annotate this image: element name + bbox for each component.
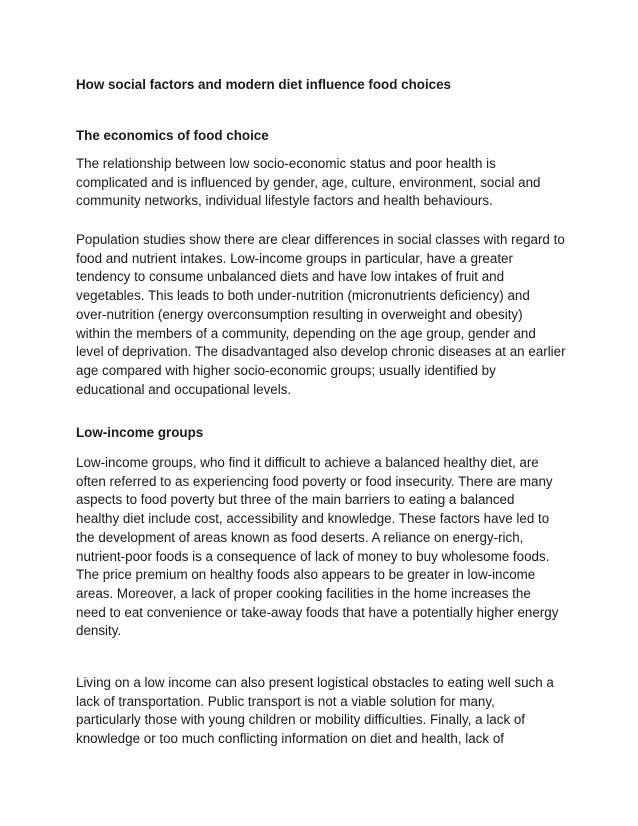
text-line: particularly those with young children or mobility difficulties. Finally, a lack of	[76, 712, 526, 728]
paragraph-low-income-groups	[76, 454, 574, 641]
text-line: tendency to consume unbalanced diets and have low intakes of fruit and	[76, 269, 505, 285]
document-title: How social factors and modern diet influence food choices	[76, 77, 452, 92]
text-line: Population studies show there are clear differences in social classes with regard to	[76, 232, 565, 247]
text-line: aspects to food poverty but three of the main barriers to eating a balanced	[76, 492, 515, 508]
text-line: level of deprivation. The disadvantaged also develop chronic diseases at an earlier	[76, 344, 566, 360]
paragraph-population-studies	[76, 231, 574, 399]
text-line: the development of areas known as food deserts. A reliance on energy-rich,	[76, 529, 524, 545]
text-line: The price premium on healthy foods also appears to be greater in low-income	[76, 567, 536, 583]
text-line: The relationship between low socio-economic status and poor health is	[76, 156, 496, 171]
section-heading-low-income: Low-income groups	[76, 425, 204, 440]
text-line: over-nutrition (energy overconsumption resulting in overweight and obesity)	[76, 306, 523, 322]
text-line: need to eat convenience or take-away foods that have a potentially higher energy	[76, 604, 559, 620]
text-line: often referred to as experiencing food poverty or food insecurity. There are many	[76, 473, 553, 489]
text-line: density.	[76, 623, 122, 639]
text-line: educational and occupational levels.	[76, 381, 292, 397]
section-heading-economics: The economics of food choice	[76, 128, 269, 143]
text-line: Living on a low income can also present logistical obstacles to eating well such a	[76, 675, 554, 690]
text-line: knowledge or too much conflicting information on diet and health, lack of	[76, 731, 505, 747]
text-line: within the members of a community, depending on the age group, gender and	[76, 325, 536, 341]
paragraph-relationship	[76, 155, 574, 211]
text-line: nutrient-poor foods is a consequence of lack of money to buy wholesome foods.	[76, 548, 550, 564]
paragraph-living-low-income	[76, 674, 574, 749]
text-line: Low-income groups, who find it difficult to achieve a balanced healthy diet, are	[76, 455, 539, 470]
text-line: community networks, individual lifestyle factors and health behaviours.	[76, 193, 493, 209]
text-line: age compared with higher socio-economic groups; usually identified by	[76, 362, 496, 378]
text-line: lack of transportation. Public transport is not a viable solution for many,	[76, 693, 495, 709]
text-line: healthy diet include cost, accessibility and knowledge. These factors have led to	[76, 511, 550, 527]
text-line: complicated and is influenced by gender, age, culture, environment, social and	[76, 174, 541, 190]
text-line: food and nutrient intakes. Low-income groups in particular, have a greater	[76, 250, 513, 266]
text-line: vegetables. This leads to both under-nutrition (micronutrients deficiency) and	[76, 288, 530, 304]
text-line: areas. Moreover, a lack of proper cooking facilities in the home increases the	[76, 585, 531, 601]
